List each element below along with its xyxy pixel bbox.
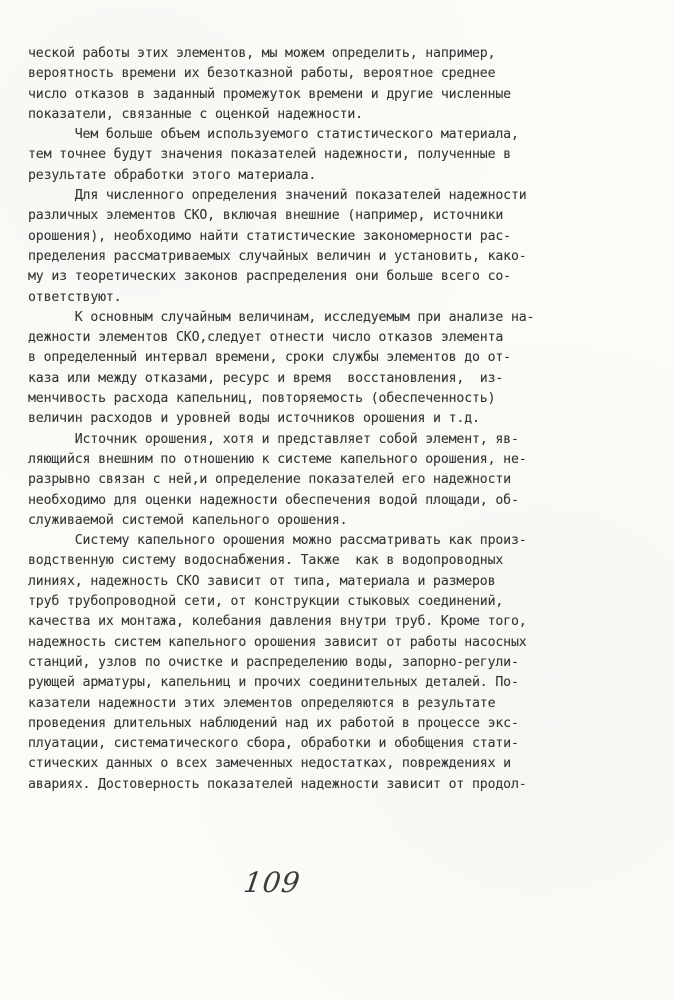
text-line: в определенный интервал времени, сроки службы элементов до от- <box>28 350 511 366</box>
text-line: казатели надежности этих элементов определяются в результате <box>28 695 496 711</box>
text-line: качества их монтажа, колебания давления внутри труб. Кроме того, <box>28 614 527 630</box>
body-text <box>28 44 628 795</box>
text-line: число отказов в заданный промежуток времени и другие численные <box>28 86 511 102</box>
text-line: необходимо для оценки надежности обеспечения водой площади, об- <box>28 492 519 508</box>
text-line: разрывно связан с ней,и определение показателей его надежности <box>28 472 511 488</box>
text-line: рующей арматуры, капельниц и прочих соединительных деталей. По- <box>28 675 519 691</box>
text-line: менчивость расхода капельниц, повторяемость (обеспеченность) <box>28 391 496 407</box>
text-line: дежности элементов СКО,следует отнести число отказов элемента <box>28 330 504 346</box>
text-line: ляющийся внешним по отношению к системе капельного орошения, не- <box>28 451 527 467</box>
page-number: 109 <box>241 866 303 899</box>
text-line: орошения), необходимо найти статистические закономерности рас- <box>28 228 511 244</box>
text-line: Систему капельного орошения можно рассматривать как произ- <box>28 533 527 549</box>
text-line: труб трубопроводной сети, от конструкции стыковых соединений, <box>28 594 504 610</box>
text-line: стических данных о всех замеченных недостатках, повреждениях и <box>28 756 511 772</box>
text-line: пределения рассматриваемых случайных величин и установить, како- <box>28 248 527 264</box>
text-line: тем точнее будут значения показателей надежности, полученные в <box>28 147 511 163</box>
text-line: показатели, связанные с оценкой надежности. <box>28 106 363 122</box>
text-line: проведения длительных наблюдений над их работой в процессе экс- <box>28 715 519 731</box>
text-line: авариях. Достоверность показателей надежности зависит от продол- <box>28 776 527 792</box>
text-line: величин расходов и уровней воды источников орошения и т.д. <box>28 411 480 427</box>
text-line: различных элементов СКО, включая внешние (например, источники <box>28 208 504 224</box>
text-line: Источник орошения, хотя и представляет собой элемент, яв- <box>28 431 519 447</box>
text-line: каза или между отказами, ресурс и время восстановления, из- <box>28 370 504 386</box>
text-line: надежность систем капельного орошения зависит от работы насосных <box>28 634 527 650</box>
text-line: водственную систему водоснабжения. Также как в водопроводных <box>28 553 504 569</box>
text-line: ческой работы этих элементов, мы можем определить, например, <box>28 46 496 61</box>
text-line: служиваемой системой капельного орошения. <box>28 512 348 528</box>
text-line: результате обработки этого материала. <box>28 167 317 183</box>
text-line: ответствуют. <box>28 289 122 305</box>
text-line: плуатации, систематического сбора, обработки и обобщения стати- <box>28 736 519 752</box>
text-line: вероятность времени их безотказной работы, вероятное среднее <box>28 66 496 82</box>
text-line: му из теоретических законов распределения они больше всего со- <box>28 269 511 285</box>
text-line: Чем больше объем используемого статистического материала, <box>28 127 519 143</box>
text-line: линиях, надежность СКО зависит от типа, материала и размеров <box>28 573 496 589</box>
text-line: К основным случайным величинам, исследуемым при анализе на- <box>28 309 535 325</box>
text-line: Для численного определения значений показателей надежности <box>28 188 527 204</box>
text-line: станций, узлов по очистке и распределению воды, запорно-регули- <box>28 654 519 670</box>
